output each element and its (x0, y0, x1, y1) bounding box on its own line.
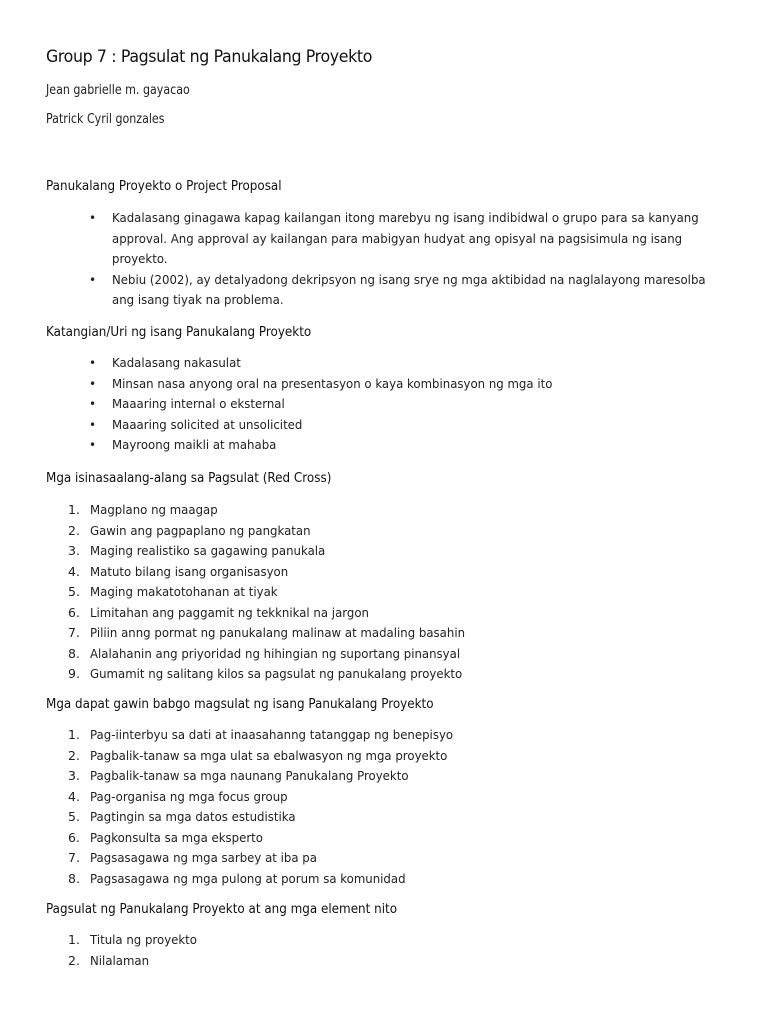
list-item-text: Gumamit ng salitang kilos sa pagsulat ng panukalang proyekto (90, 666, 463, 681)
list-item-text: Titula ng proyekto (90, 932, 197, 947)
list-item (0, 623, 489, 644)
list-item-text: Pag-organisa ng mga focus group (90, 788, 288, 804)
list-item-text: Pagbalik-tanaw sa mga naunang Panukalang Proyekto (90, 768, 409, 783)
list-item (0, 582, 489, 603)
bullet-marker: • (89, 397, 97, 411)
list-item (0, 664, 489, 685)
list-item-text: Minsan nasa anyong oral na presentasyon o kaya kombinasyon ng mga ito (112, 375, 553, 391)
list-item (0, 848, 476, 869)
list-item (0, 562, 489, 583)
document-title: Group 7 : Pagsulat ng Panukalang Proyekto (46, 47, 373, 67)
section-heading: Katangian/Uri ng isang Panukalang Proyekto (46, 325, 312, 340)
list-item-line: proyekto. (112, 251, 168, 266)
list-item (0, 208, 752, 270)
list-number: 7. (68, 850, 80, 865)
list-item (0, 807, 476, 828)
list-item (0, 270, 752, 311)
list-number: 5. (68, 809, 80, 824)
list-item-text: Maging realistiko sa gagawing panukala (90, 543, 326, 558)
list-number: 3. (68, 768, 80, 783)
list-item-text: Pagbalik-tanaw sa mga ulat sa ebalwasyon ng mga proyekto (90, 747, 448, 763)
bullet-marker: • (89, 356, 97, 370)
list-number: 6. (68, 829, 80, 845)
list-item-line: approval. Ang approval ay kailangan para mabigyan hudyat ang opisyal na pagsisimula ng isang (112, 230, 683, 246)
list-number: 2. (68, 952, 80, 968)
list-item-text: Maaaring internal o eksternal (112, 396, 285, 411)
list-item-text: Magplano ng maagap (90, 502, 218, 517)
list-item-text: Limitahan ang paggamit ng tekknikal na jargon (90, 604, 369, 620)
bullet-marker: • (89, 376, 97, 391)
section-heading: Mga isinasaalang-alang sa Pagsulat (Red Cross) (46, 471, 332, 486)
numbered-list (0, 500, 489, 685)
list-item (0, 644, 489, 665)
section-heading: Pagsulat ng Panukalang Proyekto at ang mga element nito (46, 902, 398, 917)
bullet-marker: • (89, 438, 97, 452)
list-item (0, 500, 489, 521)
list-item-text: Kadalasang nakasulat (112, 355, 241, 370)
section-heading: Mga dapat gawin babgo magsulat ng isang Panukalang Proyekto (46, 697, 434, 712)
list-item-line: Nebiu (2002), ay detalyadong dekripsyon ng isang srye ng mga aktibidad na naglalayong maresolba (112, 271, 706, 287)
list-item-text: Pag-iinterbyu sa dati at inaasahanng tatanggap ng benepisyo (90, 727, 454, 742)
list-item-text: Gawin ang pagpaplano ng pangkatan (90, 522, 311, 538)
list-item-line: Kadalasang ginagawa kapag kailangan itong marebyu ng isang indibidwal o grupo para sa kanyang (112, 210, 699, 225)
list-number: 6. (68, 604, 80, 620)
list-item-text: Matuto bilang isang organisasyon (90, 563, 289, 579)
list-item (0, 541, 489, 562)
list-number: 1. (68, 727, 80, 742)
list-item (0, 766, 476, 787)
list-item (0, 828, 476, 849)
list-item-text: Maging makatotohanan at tiyak (90, 584, 278, 599)
bullet-marker: • (89, 211, 97, 225)
list-item (0, 930, 204, 951)
list-item (0, 787, 476, 808)
list-number: 3. (68, 543, 80, 558)
list-item (0, 951, 204, 972)
list-number: 8. (68, 870, 80, 886)
list-number: 8. (68, 645, 80, 661)
list-item-text: Alalahanin ang priyoridad ng hihingian ng suportang pinansyal (90, 645, 461, 661)
author-name: Patrick Cyril gonzales (46, 111, 165, 127)
bullet-marker: • (89, 417, 97, 432)
section-heading: Panukalang Proyekto o Project Proposal (46, 179, 282, 194)
list-number: 9. (68, 666, 80, 681)
numbered-list (0, 930, 204, 971)
list-number: 2. (68, 747, 80, 763)
list-item-text: Pagsasagawa ng mga sarbey at iba pa (90, 850, 317, 865)
list-item (0, 415, 581, 436)
list-item (0, 394, 581, 415)
list-number: 4. (68, 788, 80, 804)
list-number: 1. (68, 932, 80, 947)
list-item (0, 603, 489, 624)
list-item (0, 521, 489, 542)
list-item-text: Pagsasagawa ng mga pulong at porum sa komunidad (90, 870, 406, 886)
list-item (0, 869, 476, 890)
bullet-list (0, 208, 752, 311)
list-item-text: Pagtingin sa mga datos estudistika (90, 809, 296, 824)
list-item (0, 374, 581, 395)
list-item (0, 435, 581, 456)
bullet-marker: • (89, 272, 97, 287)
list-item (0, 746, 476, 767)
list-number: 2. (68, 522, 80, 538)
author-name: Jean gabrielle m. gayacao (46, 82, 190, 98)
list-number: 5. (68, 584, 80, 599)
list-item-text: Mayroong maikli at mahaba (112, 437, 277, 452)
bullet-list (0, 353, 581, 456)
list-number: 4. (68, 563, 80, 579)
list-item (0, 353, 581, 374)
list-item-line: ang isang tiyak na problema. (112, 292, 284, 307)
list-item-text: Nilalaman (90, 952, 150, 968)
numbered-list (0, 725, 476, 889)
list-item (0, 725, 476, 746)
list-item-text: Pagkonsulta sa mga eksperto (90, 829, 263, 845)
list-item-text: Piliin anng pormat ng panukalang malinaw at madaling basahin (90, 625, 466, 640)
list-number: 7. (68, 625, 80, 640)
list-item-text: Maaaring solicited at unsolicited (112, 416, 303, 432)
list-number: 1. (68, 502, 80, 517)
